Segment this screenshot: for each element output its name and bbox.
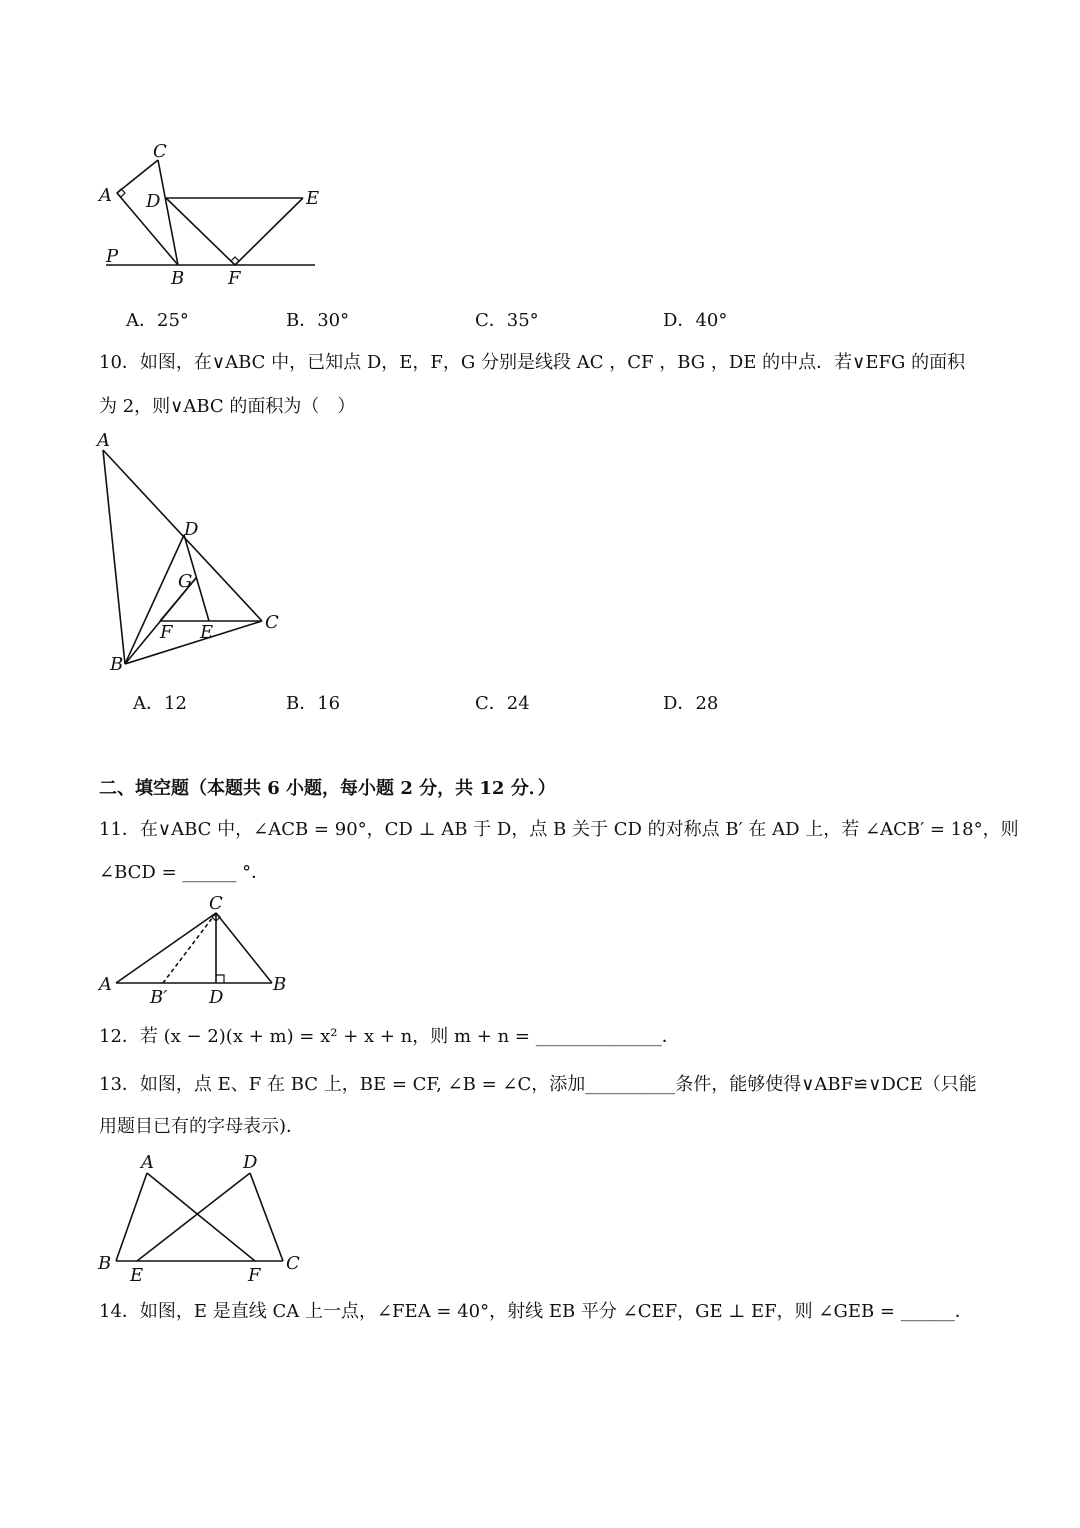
q13-label-f: F bbox=[248, 1265, 261, 1286]
q13-label-c: C bbox=[286, 1253, 300, 1274]
q14-stem-line1: 14．如图，E 是直线 CA 上一点，∠FEA = 40°，射线 EB 平分 ∠CEF，GE ⊥ EF，则 ∠GEB = ______． bbox=[99, 1301, 973, 1322]
q13-label-b: B bbox=[98, 1253, 112, 1274]
q12-stem-line1: 12．若 (x − 2)(x + m) = x² + x + n，则 m + n = ______________． bbox=[99, 1026, 680, 1047]
q10-label-g: G bbox=[178, 571, 193, 592]
q11-stem-line2: ∠BCD = ______ °． bbox=[99, 862, 270, 883]
q10-option-b: B．16 bbox=[286, 693, 341, 714]
q11-label-d: D bbox=[209, 987, 224, 1008]
q9-option-b: B．30° bbox=[286, 310, 350, 331]
q10-label-d: D bbox=[184, 519, 199, 540]
q11-label-a: A bbox=[99, 974, 112, 995]
q9-option-d: D．40° bbox=[663, 310, 728, 331]
section2-heading: 二、填空题（本题共 6 小题，每小题 2 分，共 12 分．） bbox=[99, 778, 556, 799]
q10-option-d: D．28 bbox=[663, 693, 719, 714]
q11-label-b: B bbox=[273, 974, 287, 995]
q10-option-a: A．12 bbox=[133, 693, 187, 714]
q13-segment-ba bbox=[116, 1173, 147, 1261]
q9-label-p: P bbox=[106, 246, 119, 267]
q9-label-f: F bbox=[228, 268, 241, 289]
q10-stem-line1: 10．如图，在∨ABC 中，已知点 D，E，F，G 分别是线段 AC ，CF ，BG ，DE 的中点．若∨EFG 的面积 bbox=[99, 352, 966, 373]
q13-stem-line1: 13．如图，点 E、F 在 BC 上，BE = CF, ∠B = ∠C，添加__________条件，能够使得∨ABF≌∨DCE（只能 bbox=[99, 1074, 977, 1095]
q9-label-d: D bbox=[146, 191, 161, 212]
q10-stem-line2: 为 2，则∨ABC 的面积为（ ） bbox=[99, 396, 356, 417]
q13-label-e: E bbox=[130, 1265, 144, 1286]
q13-stem-line2: 用题目已有的字母表示)． bbox=[99, 1116, 305, 1137]
q9-option-c: C．35° bbox=[475, 310, 539, 331]
q13-segment-af bbox=[147, 1173, 255, 1261]
q13-label-a: A bbox=[141, 1152, 154, 1173]
q9-label-a: A bbox=[99, 185, 112, 206]
q9-label-b: B bbox=[171, 268, 185, 289]
q11-label-c: C bbox=[209, 893, 223, 914]
q13-segment-dc bbox=[250, 1173, 283, 1261]
q10-label-e: E bbox=[200, 622, 214, 643]
q9-option-a: A．25° bbox=[126, 310, 189, 331]
q10-option-c: C．24 bbox=[475, 693, 530, 714]
q10-label-a: A bbox=[97, 430, 110, 451]
q11-label-b-prime: B′ bbox=[150, 987, 168, 1008]
q10-label-b: B bbox=[110, 654, 124, 675]
q9-label-e: E bbox=[306, 188, 320, 209]
q13-segment-de bbox=[137, 1173, 250, 1261]
q9-label-c: C bbox=[153, 141, 167, 162]
q10-label-f: F bbox=[160, 622, 173, 643]
q13-label-d: D bbox=[243, 1152, 258, 1173]
q11-stem-line1: 11．在∨ABC 中，∠ACB = 90°，CD ⊥ AB 于 D，点 B 关于 CD 的对称点 B′ 在 AD 上，若 ∠ACB′ = 18°，则 bbox=[99, 819, 1019, 840]
q10-label-c: C bbox=[265, 612, 279, 633]
